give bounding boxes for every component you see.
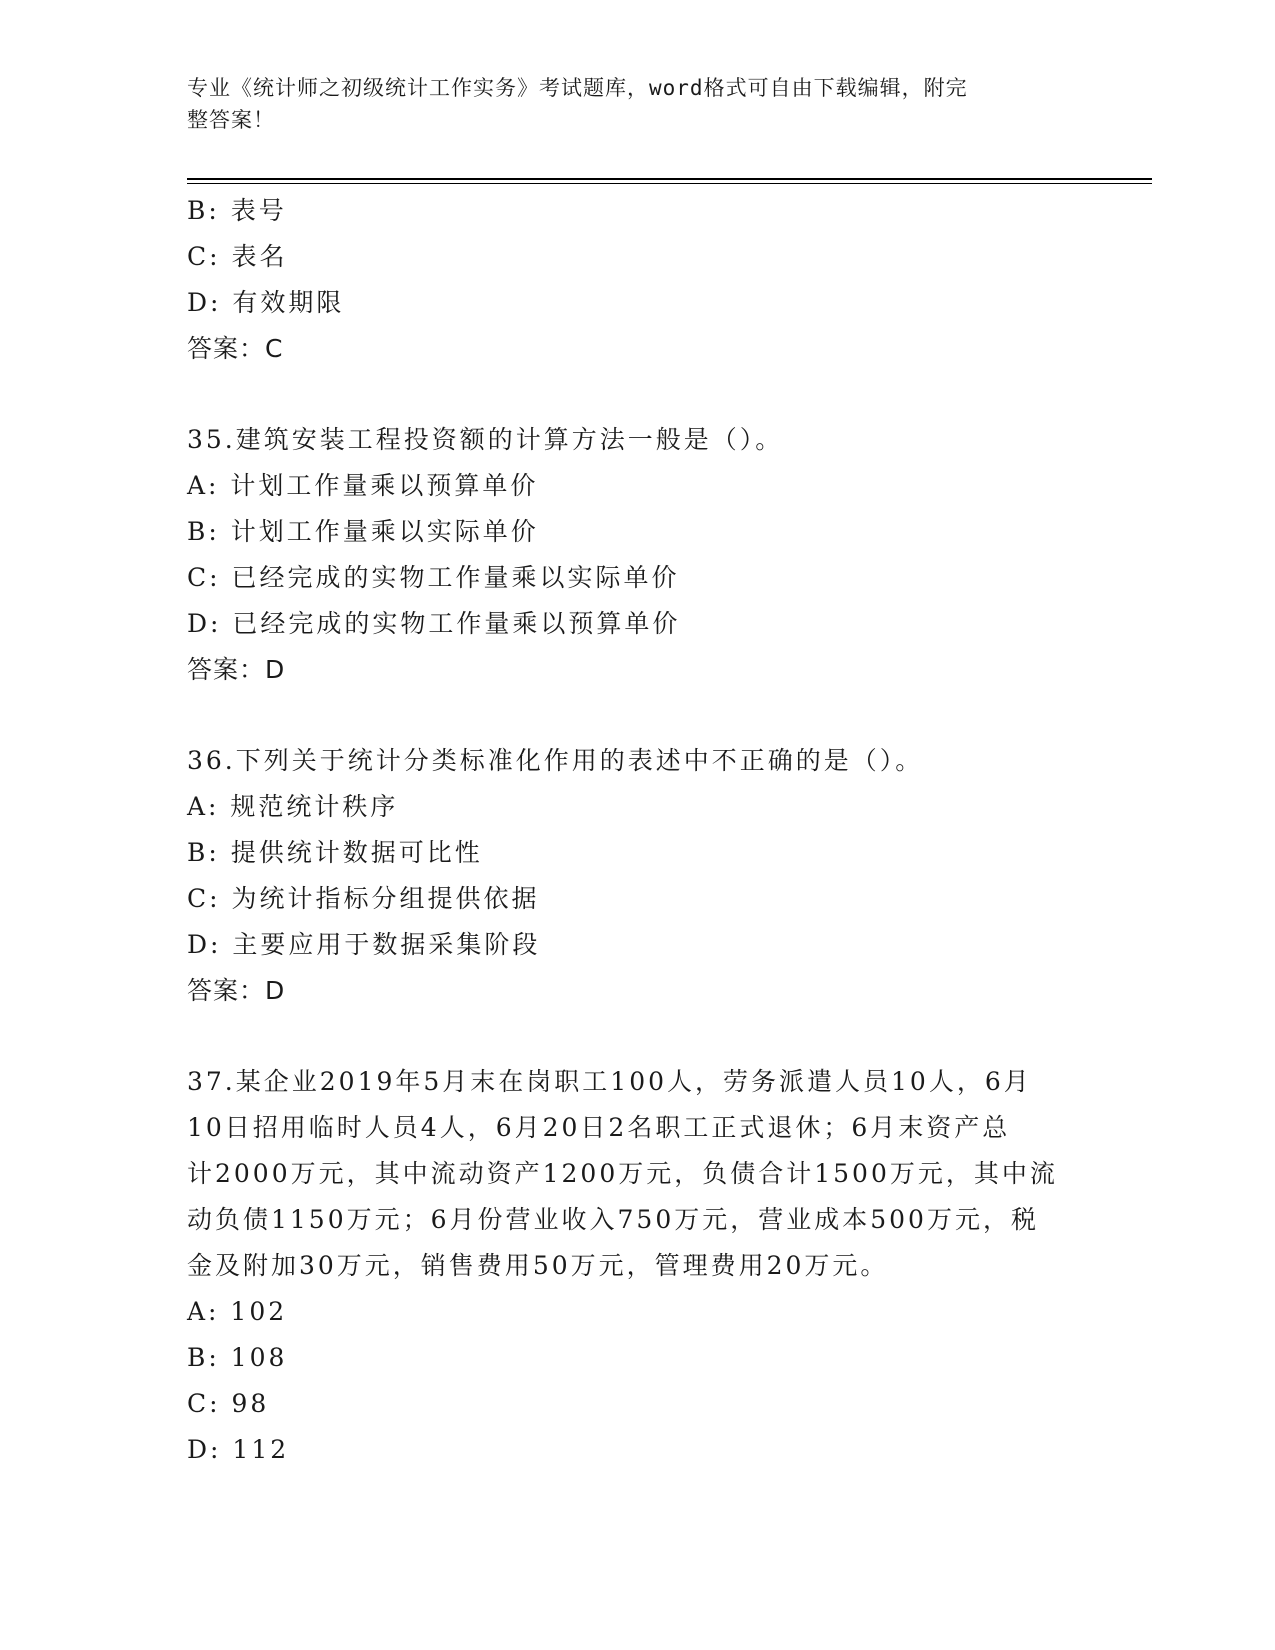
option-d: D: 有效期限: [187, 288, 345, 317]
option-c: C: 已经完成的实物工作量乘以实际单价: [187, 563, 680, 592]
question-stem: 36.下列关于统计分类标准化作用的表述中不正确的是（）。: [187, 746, 924, 775]
spacer: [187, 1014, 1087, 1059]
question-stem-line: 计2000万元，其中流动资产1200万元，负债合计1500万元，其中流: [187, 1159, 1058, 1188]
question-36: [187, 738, 1087, 1014]
question-list: [187, 188, 1087, 1473]
option-c: C: 98: [187, 1389, 270, 1418]
option-d: D: 主要应用于数据采集阶段: [187, 930, 541, 959]
option-b: B: 提供统计数据可比性: [187, 838, 483, 867]
option-b: B: 108: [187, 1343, 288, 1372]
question-37: [187, 1059, 1087, 1473]
answer: 答案：D: [187, 976, 286, 1005]
header-line-1: 专业《统计师之初级统计工作实务》考试题库，word格式可自由下载编辑，附完: [187, 76, 968, 100]
header-divider-thin: [187, 183, 1152, 184]
option-c: C: 为统计指标分组提供依据: [187, 884, 540, 913]
option-c: C: 表名: [187, 242, 288, 271]
question-stem-line: 金及附加30万元，销售费用50万元，管理费用20万元。: [187, 1251, 889, 1280]
question-stem-line: 37.某企业2019年5月末在岗职工100人，劳务派遣人员10人，6月: [187, 1067, 1032, 1096]
option-d: D: 112: [187, 1435, 290, 1464]
question-35: [187, 417, 1087, 693]
header-divider-thick: [187, 178, 1152, 180]
option-b: B: 表号: [187, 196, 287, 225]
header-line-2: 整答案！: [187, 108, 275, 132]
option-a: A: 规范统计秩序: [187, 792, 399, 821]
question-34-continued: [187, 188, 1087, 372]
answer: 答案：C: [187, 334, 284, 363]
option-a: A: 计划工作量乘以预算单价: [187, 471, 539, 500]
document-header: [187, 72, 1067, 136]
option-b: B: 计划工作量乘以实际单价: [187, 517, 539, 546]
spacer: [187, 693, 1087, 738]
question-stem-line: 10日招用临时人员4人，6月20日2名职工正式退休；6月末资产总: [187, 1113, 1011, 1142]
question-stem: 35.建筑安装工程投资额的计算方法一般是（）。: [187, 425, 784, 454]
answer: 答案：D: [187, 655, 286, 684]
option-a: A: 102: [187, 1297, 288, 1326]
question-stem-line: 动负债1150万元；6月份营业收入750万元，营业成本500万元，税: [187, 1205, 1039, 1234]
spacer: [187, 372, 1087, 417]
option-d: D: 已经完成的实物工作量乘以预算单价: [187, 609, 681, 638]
